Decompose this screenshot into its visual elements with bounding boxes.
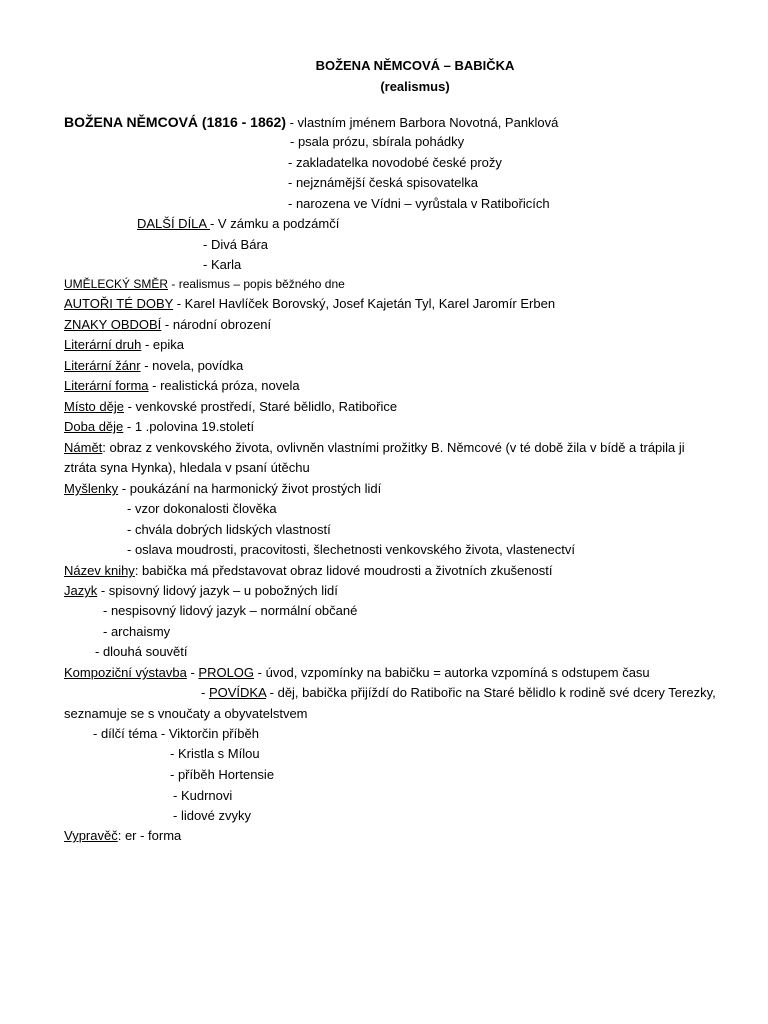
language-line (64, 583, 338, 599)
idea-item: - vzor dokonalosti člověka (127, 501, 277, 516)
povidka-label: POVÍDKA (208, 685, 267, 700)
povidka-text-continued: seznamuje se s vnoučaty a obyvatelstvem (64, 706, 308, 721)
row-label: ZNAKY OBDOBÍ (64, 317, 162, 332)
setting-time-line (64, 419, 254, 435)
subtheme-item: - příběh Hortensie (170, 767, 275, 782)
author-fact: - vlastním jménem Barbora Novotná, Panklová (289, 115, 559, 130)
row-label: UMĚLECKÝ SMĚR (64, 277, 169, 291)
povidka-text: - děj, babička přijíždí do Ratibořic na Staré bělidlo k rodině své dcery Terezky, (266, 685, 716, 700)
other-work-item: - Divá Bára (203, 237, 269, 252)
row-label: Literární forma (64, 378, 149, 393)
theme-line (64, 440, 685, 456)
document-subtitle: (realismus) (380, 79, 450, 94)
period-traits-line (64, 317, 271, 333)
other-work-item: - V zámku a podzámčí (209, 216, 340, 231)
author-line (64, 114, 558, 131)
theme-label: Námět (64, 440, 103, 455)
book-title-line (64, 563, 552, 579)
book-title-label: Název knihy (64, 563, 135, 578)
theme-text-continued: ztráta syna Hynka), hledala v psaní útěchu (64, 460, 310, 475)
ideas-text: - poukázání na harmonický život prostých lidí (118, 481, 382, 496)
narrator-label: Vypravěč (64, 828, 118, 843)
author-fact: - psala prózu, sbírala pohádky (290, 134, 465, 149)
author-name: BOŽENA NĚMCOVÁ (1816 - 1862) (64, 114, 286, 130)
row-text: - venkovské prostředí, Staré bělidlo, Ratibořice (123, 399, 398, 414)
ideas-line (64, 481, 381, 497)
language-item: - nespisovný lidový jazyk – normální občané (103, 603, 358, 618)
povidka-line (201, 685, 716, 701)
row-label: Doba děje (64, 419, 124, 434)
subtheme-item: - lidové zvyky (173, 808, 252, 823)
row-text: - realistická próza, novela (148, 378, 300, 393)
author-fact: - narozena ve Vídni – vyrůstala v Ratibořicích (288, 196, 550, 211)
language-label: Jazyk (64, 583, 98, 598)
author-fact: - nejznámější česká spisovatelka (288, 175, 479, 190)
language-text: - spisovný lidový jazyk – u pobožných lidí (97, 583, 338, 598)
ideas-label: Myšlenky (64, 481, 119, 496)
row-text: - novela, povídka (140, 358, 244, 373)
prolog-text: - úvod, vzpomínky na babičku = autorka vzpomíná s odstupem času (254, 665, 650, 680)
book-title-text: : babička má představovat obraz lidové moudrosti a životních zkušeností (134, 563, 553, 578)
narrator-text: : er - forma (117, 828, 182, 843)
literary-genre-line (64, 358, 243, 374)
idea-item: - chvála dobrých lidských vlastností (127, 522, 331, 537)
row-label: Literární žánr (64, 358, 141, 373)
narrator-line (64, 828, 181, 844)
composition-label: Kompoziční výstavba (64, 665, 187, 680)
row-text: - národní obrození (161, 317, 272, 332)
row-label: AUTOŘI TÉ DOBY (64, 296, 174, 311)
language-item: - dlouhá souvětí (95, 644, 188, 659)
theme-text: : obraz z venkovského života, ovlivněn vlastními prožitky B. Němcové (v té době žila v bídě a trápila ji (102, 440, 685, 455)
subtheme-item: - Kudrnovi (173, 788, 233, 803)
row-text: - realismus – popis běžného dne (168, 277, 345, 291)
author-fact: - zakladatelka novodobé české prožy (288, 155, 502, 170)
other-works-label: DALŠÍ DÍLA (137, 216, 210, 231)
row-text: - epika (141, 337, 184, 352)
language-item: - archaismy (103, 624, 171, 639)
other-works-line (137, 216, 339, 232)
dash: - (201, 685, 209, 700)
prolog-label: PROLOG (198, 665, 255, 680)
setting-place-line (64, 399, 397, 415)
dash: - (186, 665, 199, 680)
composition-line (64, 665, 650, 681)
subtheme-item: - Kristla s Mílou (170, 746, 260, 761)
row-label: Literární druh (64, 337, 142, 352)
row-text: - 1 .polovina 19.století (123, 419, 255, 434)
subtheme-line: - dílčí téma - Viktorčin příběh (93, 726, 259, 741)
literary-kind-line (64, 337, 184, 353)
document-title: BOŽENA NĚMCOVÁ – BABIČKA (315, 58, 515, 73)
row-label: Místo děje (64, 399, 124, 414)
art-movement-line (64, 276, 345, 292)
other-work-item: - Karla (203, 257, 242, 272)
literary-form-line (64, 378, 300, 394)
row-text: - Karel Havlíček Borovský, Josef Kajetán Tyl, Karel Jaromír Erben (173, 296, 556, 311)
idea-item: - oslava moudrosti, pracovitosti, šlechetnosti venkovského života, vlastenectví (127, 542, 575, 557)
authors-line (64, 296, 555, 312)
